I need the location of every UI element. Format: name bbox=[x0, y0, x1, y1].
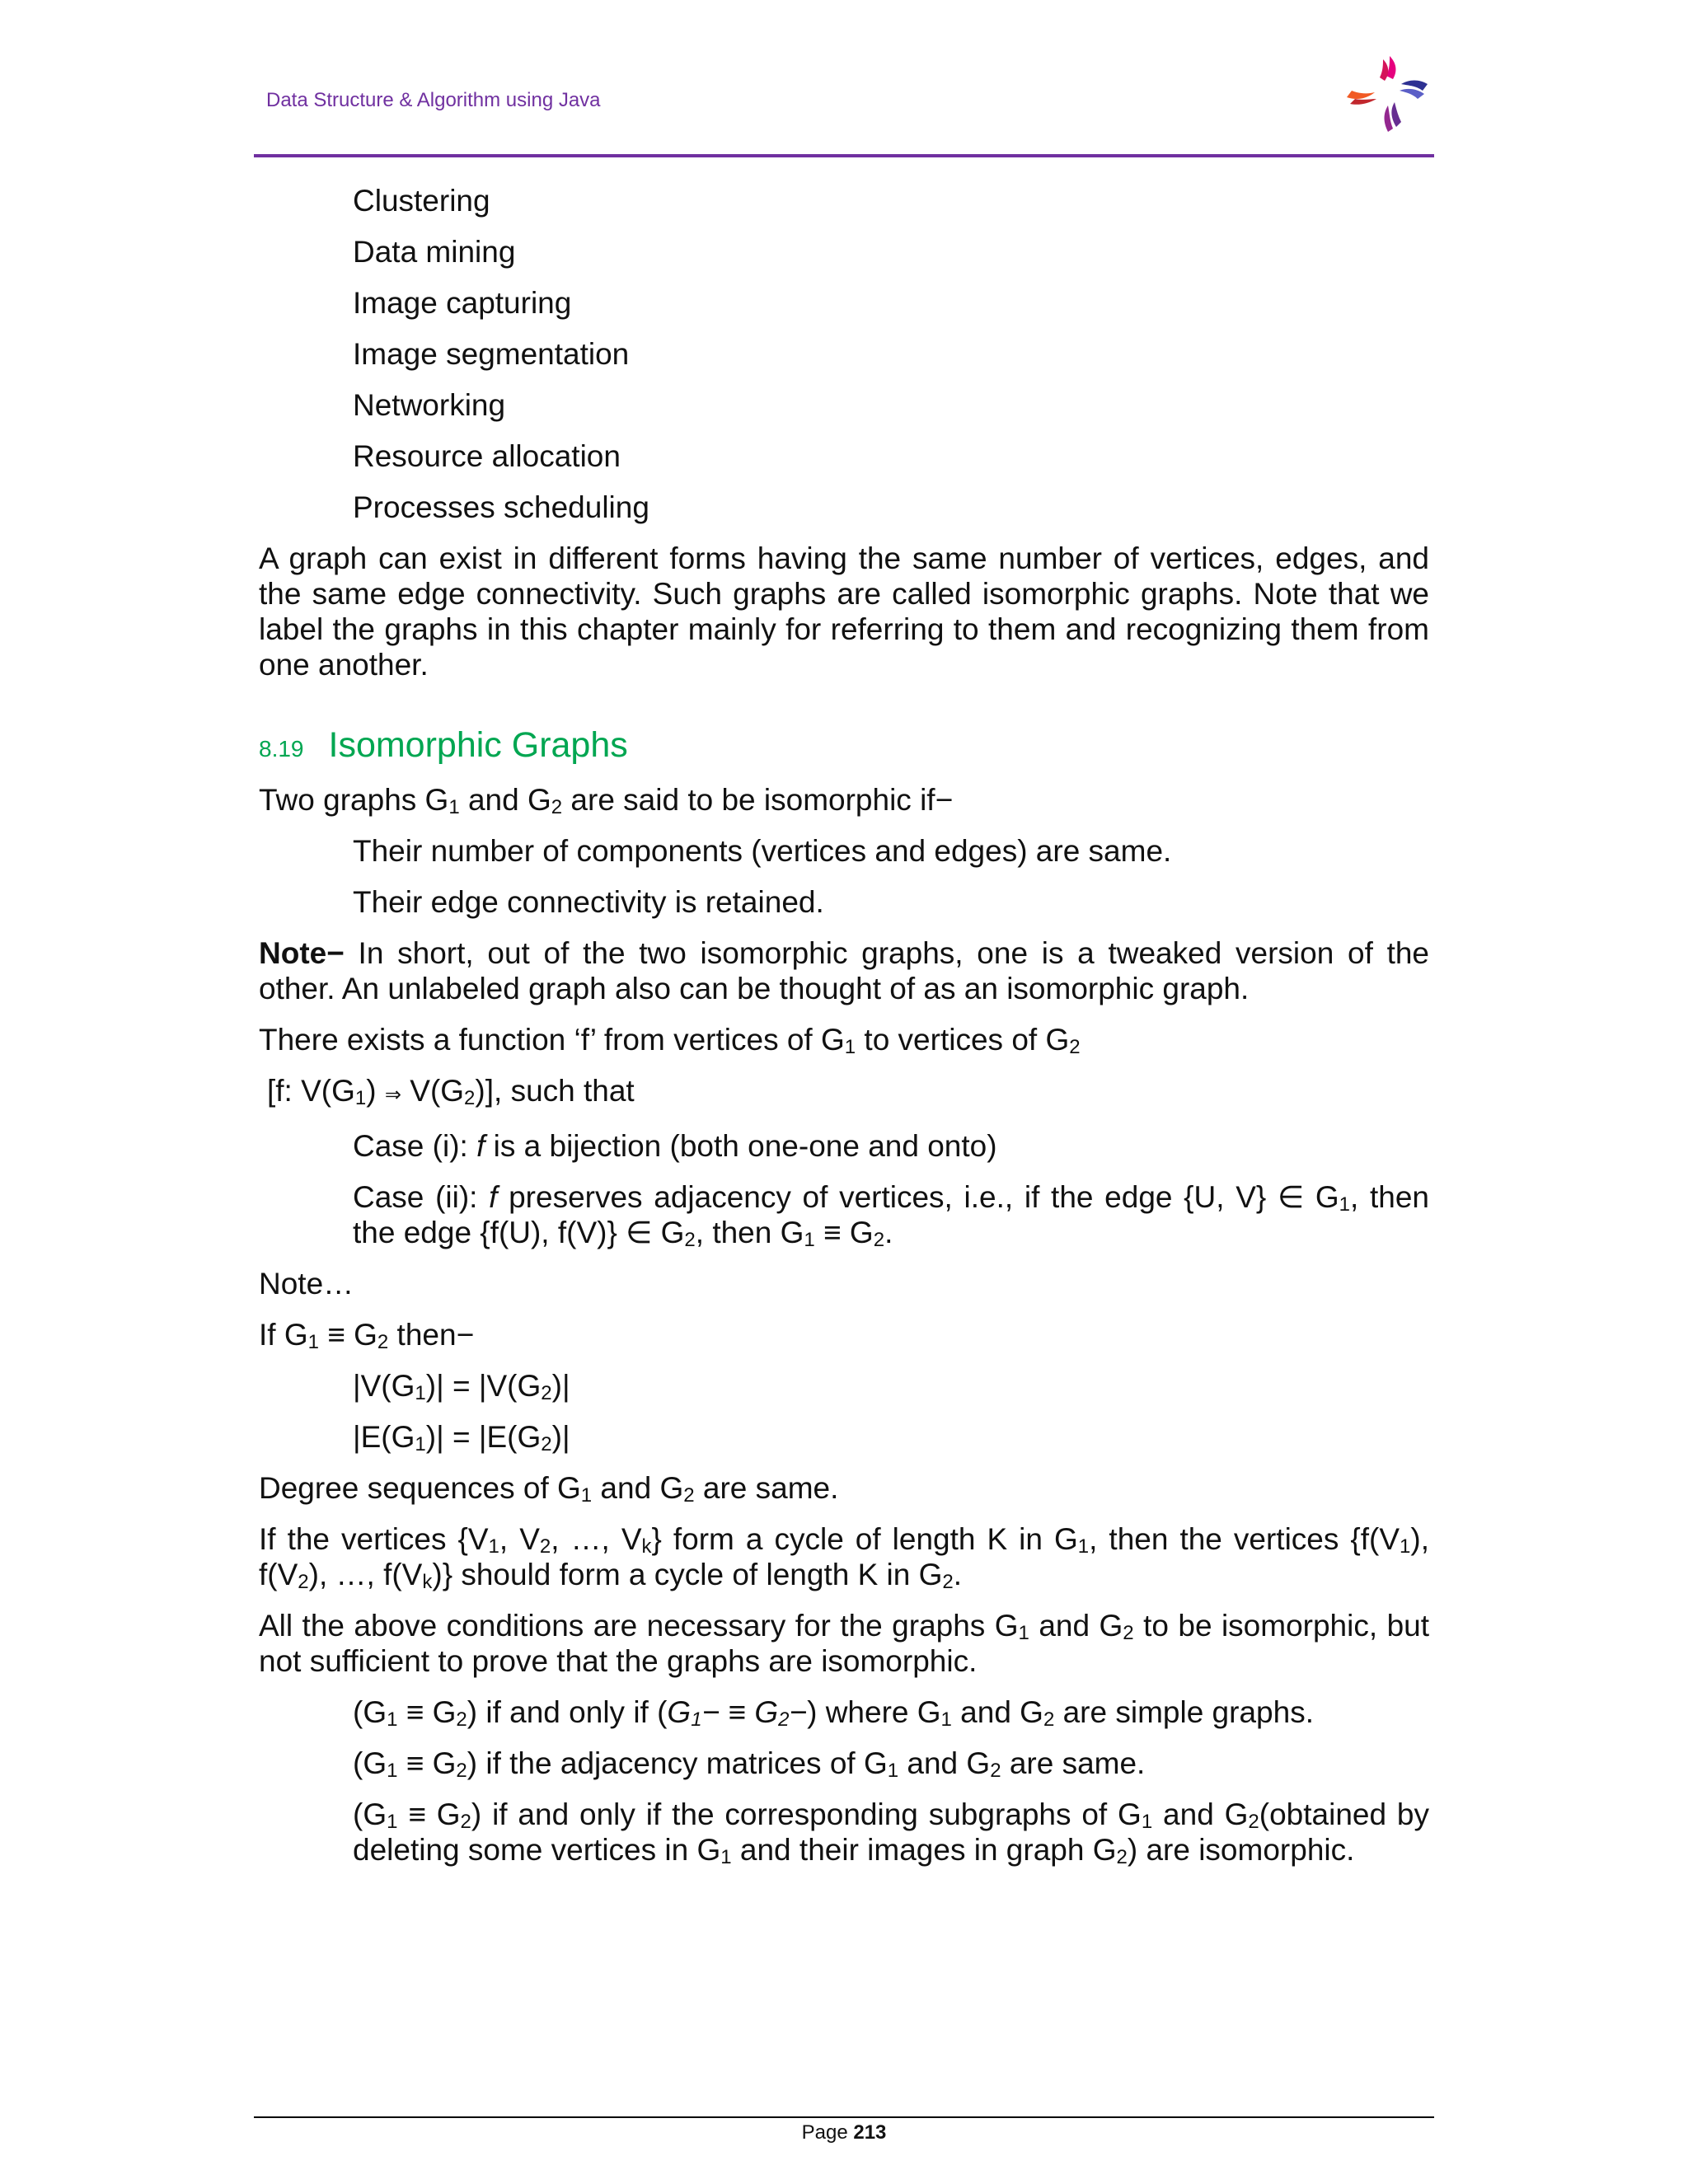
cycle-paragraph: If the vertices {$V_1$, $V_2$, …, $V_k$} form a cycle of length K in $G_1$, then the vertices {$f(V_1)$, $f(V_2)$, …, $f(V_k)$} should form a cycle of length K in $G_2$. bbox=[259, 1522, 1429, 1593]
degree-paragraph: Degree sequences of $G_1$ and $G_2$ are same. bbox=[259, 1471, 839, 1507]
condition-item: Their number of components (vertices and edges) are same. bbox=[353, 834, 1172, 868]
note-label: Note… bbox=[259, 1267, 354, 1301]
intro-paragraph: A graph can exist in different forms having the same number of vertices, edges, and the same edge connectivity. Such graphs are called isomorphic graphs. Note that we label the graphs in this chapter mainly for referring to them and recognizing them from one another. bbox=[259, 541, 1429, 682]
page-body bbox=[259, 183, 1429, 1868]
list-item: Resource allocation bbox=[353, 439, 621, 473]
case-item: Case (ii): f preserves adjacency of vertices, i.e., if the edge {U, V} ∈ $G_1$, then the edge {f(U), f(V)} ∈ $G_2$, then $G_1 \equiv G_2$. bbox=[353, 1180, 1429, 1251]
function-mapping: [f: $V(G_1)$ ⇒ $V(G_2)$], such that bbox=[267, 1074, 635, 1109]
running-header-title: Data Structure & Algorithm using Java bbox=[266, 89, 601, 111]
header-divider bbox=[254, 154, 1434, 157]
note-paragraph: Note− In short, out of the two isomorphic graphs, one is a tweaked version of the other. An unlabeled graph also can be thought of as an isomorphic graph. bbox=[259, 936, 1429, 1005]
necessary-paragraph: All the above conditions are necessary for the graphs $G_1$ and $G_2$ to be isomorphic, but not sufficient to prove that the graphs are isomorphic. bbox=[259, 1609, 1430, 1678]
case-item: Case (i): f is a bijection (both one-one and onto) bbox=[353, 1129, 997, 1163]
function-paragraph: There exists a function ‘f’ from vertices of $G_1$ to vertices of $G_2$ bbox=[259, 1023, 1081, 1058]
page-number: 213 bbox=[853, 2121, 887, 2144]
isomorphic-definition-lead: Two graphs $G_1$ and $G_2$ are said to be isomorphic if− bbox=[259, 783, 954, 818]
footer-divider bbox=[254, 2116, 1434, 2118]
criterion-item: $(G_1 \equiv G_2)$ if the adjacency matrices of $G_1$ and $G_2$ are same. bbox=[353, 1746, 1146, 1782]
section-number: 8.19 bbox=[259, 736, 304, 762]
list-item: Image segmentation bbox=[353, 337, 630, 371]
section-heading bbox=[259, 725, 1429, 766]
section-title: Isomorphic Graphs bbox=[328, 725, 628, 765]
list-item: Image capturing bbox=[353, 286, 572, 320]
page-footer bbox=[0, 2121, 1688, 2144]
condition-lead: If $G_1 \equiv G_2$ then− bbox=[259, 1318, 475, 1353]
formula-item: $|E(G_1)| = |E(G_2)|$ bbox=[353, 1420, 570, 1455]
page-label: Page bbox=[801, 2121, 848, 2144]
list-item: Data mining bbox=[353, 235, 516, 269]
criterion-item: $(G_1 \equiv G_2)$ if and only if $(G_1- \equiv G_2-)$ where $G_1$ and $G_2$ are simple graphs. bbox=[353, 1695, 1314, 1731]
list-item: Clustering bbox=[353, 184, 490, 218]
formula-item: $|V(G_1)| = |V(G_2)|$ bbox=[353, 1369, 570, 1404]
list-item: Networking bbox=[353, 388, 506, 422]
publisher-logo-icon bbox=[1342, 51, 1434, 137]
condition-item: Their edge connectivity is retained. bbox=[353, 885, 824, 919]
list-item: Processes scheduling bbox=[353, 490, 649, 524]
criterion-item: $(G_1 \equiv G_2)$ if and only if the corresponding subgraphs of $G_1$ and $G_2(obtained$ by deleting some vertices in $G_1$ and their images in graph $G_2$) are isomorphic. bbox=[353, 1797, 1429, 1868]
